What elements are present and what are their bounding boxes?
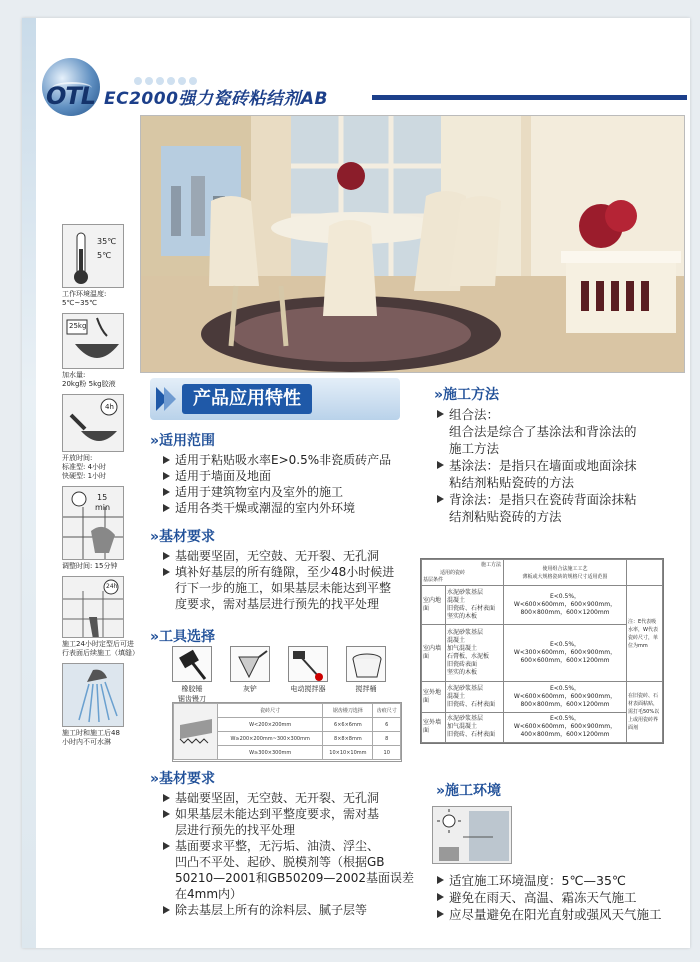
spec-header: 瓷砖尺寸 xyxy=(218,704,323,718)
scope-heading-text: 适用范围 xyxy=(159,433,216,449)
spec-cell: 10 xyxy=(373,746,401,760)
matrix-head-method: 施工方法 xyxy=(480,562,501,568)
matrix-base: 水泥砂浆基层 加气混凝土 旧瓷砖、石材表面 xyxy=(446,712,504,742)
list-item: 应尽量避免在阳光直射或强风天气施工 xyxy=(436,906,686,923)
substrate-heading-text: 基材要求 xyxy=(159,529,216,545)
temp-high: 35℃ xyxy=(97,237,117,246)
section-title: 产品应用特性 xyxy=(182,384,312,414)
list-item: 适用于建筑物室内及室外的施工 xyxy=(162,484,422,500)
page-header xyxy=(42,58,687,118)
list-item: 避免在雨天、高温、霜冻天气施工 xyxy=(436,889,686,906)
adjust-time-icon xyxy=(62,486,124,560)
mixing-bucket-icon xyxy=(346,646,386,682)
side-strip xyxy=(22,18,36,948)
matrix-spec: E<0.5%， W<600×600mm，600×900mm， 800×800mm，600×1200mm xyxy=(504,586,627,625)
matrix-spec: E<0.5%， W<300×600mm，600×900mm， 600×600mm，600×1200mm xyxy=(504,625,627,682)
matrix-note: 在旧瓷砖、石材表面粘贴，需打毛50%以上或用瓷砖界面剂 xyxy=(627,682,663,743)
spec-cell: 6×6×6mm xyxy=(323,718,373,732)
scope-heading: »适用范围 xyxy=(150,433,216,449)
table-row xyxy=(422,712,663,742)
substrate-list xyxy=(162,548,422,612)
list-item: 基面要求平整，无污垢、油渍、浮尘、 xyxy=(162,838,432,854)
matrix-spec: E<0.5%， W<600×600mm，600×900mm， 800×800mm，600×1200mm xyxy=(504,682,627,712)
matrix-area: 室内地面 xyxy=(422,586,446,625)
table-row xyxy=(422,625,663,682)
section-banner xyxy=(150,378,400,420)
matrix-note: 注：E代表吸水率，W代表瓷砖尺寸，单位为mm xyxy=(627,586,663,682)
scope-list xyxy=(162,452,422,516)
list-item: 如果基层未能达到平整度要求，需对基 xyxy=(162,806,432,822)
brand-logo: OTL xyxy=(46,82,96,110)
method-list xyxy=(436,406,686,525)
list-item: 适用各类干燥或潮湿的室内外环境 xyxy=(162,500,422,516)
matrix-spec: E<0.5%， W<600×600mm，600×900mm， 400×800mm，600×1200mm xyxy=(504,712,627,742)
matrix-area: 室内墙面 xyxy=(422,625,446,682)
env-heading-text: 施工环境 xyxy=(445,783,502,799)
notched-trowel-icon xyxy=(174,704,218,760)
env-list xyxy=(436,872,686,923)
list-item: 适用于墙面及地面 xyxy=(162,468,422,484)
list-item: 基础要坚固，无空鼓、无开裂、无孔洞 xyxy=(162,790,432,806)
sun-wind-icon xyxy=(432,806,512,864)
table-row xyxy=(422,682,663,712)
bag-weight: 25kg xyxy=(69,322,87,330)
spec-cell: 10×10×10mm xyxy=(323,746,373,760)
brochure-page xyxy=(22,18,690,948)
list-item: 适用于粘贴吸水率E>0.5%非瓷质砖产品 xyxy=(162,452,422,468)
adjust-minutes: 15 xyxy=(97,493,108,502)
matrix-corner xyxy=(422,560,504,586)
matrix-head-tile: 适用的瓷砖 xyxy=(440,570,466,576)
tool-label: 橡胶锤 锯齿镘刀 xyxy=(178,685,206,703)
list-item: 填补好基层的所有缝隙，至少48小时候进 xyxy=(162,564,422,580)
list-item: 在4mm内） xyxy=(175,887,243,901)
substrate2-heading-text: 基材要求 xyxy=(159,771,216,787)
temperature-caption: 工作环境温度: 5℃~35℃ xyxy=(62,290,107,307)
table-row xyxy=(422,560,663,586)
list-item: 50210—2001和GB50209—2002基面误差 xyxy=(175,871,414,885)
list-item: 行下一步的施工，如果基层未能达到平整 xyxy=(175,581,392,595)
list-item: 背涂法：是指只在瓷砖背面涂抹粘 xyxy=(436,491,686,508)
decorative-dots xyxy=(134,70,214,82)
temp-low: 5℃ xyxy=(97,251,112,260)
method-heading-text: 施工方法 xyxy=(443,387,500,403)
tool-label: 灰铲 xyxy=(243,685,257,693)
page-title: EC2000强力瓷砖粘结剂AB xyxy=(104,89,329,109)
title-rule xyxy=(372,95,687,100)
list-item: 适宜施工环境温度：5℃—35℃ xyxy=(436,872,686,889)
rubber-hammer-icon xyxy=(172,646,212,682)
banner-arrow-icon xyxy=(154,385,178,413)
list-item: 组合法： xyxy=(436,406,686,423)
open-time-icon xyxy=(62,394,124,452)
list-item: 结剂粘贴瓷砖的方法 xyxy=(449,509,562,524)
spec-cell: W≥200×200mm~300×300mm xyxy=(218,732,323,746)
spec-cell: W≥300×300mm xyxy=(218,746,323,760)
no-water-caption: 施工时和施工后48 小时内不可水淋 xyxy=(62,729,120,746)
list-item: 粘结剂粘贴瓷砖的方法 xyxy=(449,475,575,490)
list-item: 施工方法 xyxy=(449,441,500,456)
set-time-icon xyxy=(62,576,124,638)
spec-cell: 8×8×8mm xyxy=(323,732,373,746)
method-heading: »施工方法 xyxy=(434,387,500,403)
set-hours: 24h xyxy=(106,583,118,590)
substrate2-heading: »基材要求 xyxy=(150,771,216,787)
mixing-caption: 加水量: 20kg粉 5kg胶液 xyxy=(62,371,116,388)
spec-header: 齿痕尺寸 xyxy=(373,704,401,718)
spec-cell: W<200×200mm xyxy=(218,718,323,732)
table-row xyxy=(422,586,663,625)
trowel-spec-table xyxy=(172,702,402,762)
electric-mixer-icon xyxy=(288,646,328,682)
matrix-head-spec: 使用组合法施工工艺 薄板或大规格瓷砖的规格尺寸适用范围 xyxy=(504,560,627,586)
dining-room-photo xyxy=(140,115,685,373)
matrix-base: 水泥砂浆基层 混凝土 旧瓷砖、石材表面 坚实的木板 xyxy=(446,586,504,625)
list-item: 组合法是综合了基涂法和背涂法的 xyxy=(449,424,637,439)
list-item: 层进行预先的找平处理 xyxy=(175,823,296,837)
list-item: 度要求，需对基层进行预先的找平处理 xyxy=(175,597,380,611)
open-hours: 4h xyxy=(105,403,114,411)
spec-cell: 6 xyxy=(373,718,401,732)
mixing-icon xyxy=(62,313,124,369)
list-item: 基涂法：是指只在墙面或地面涂抹 xyxy=(436,457,686,474)
open-time-caption: 开放时间: 标准型: 4小时 快硬型: 1小时 xyxy=(62,454,107,480)
spec-cell: 8 xyxy=(373,732,401,746)
spec-header: 锯齿镘刀选择 xyxy=(323,704,373,718)
tools-heading-text: 工具选择 xyxy=(159,629,216,645)
list-item: 凹凸不平处、起砂、脱模剂等（根据GB xyxy=(175,855,385,869)
matrix-head-base: 基层条件 xyxy=(423,577,444,583)
list-item: 除去基层上所有的涂料层、腻子层等 xyxy=(162,902,432,918)
temperature-icon xyxy=(62,224,124,288)
no-water-icon xyxy=(62,663,124,727)
adjust-time-caption: 调整时间: 15分钟 xyxy=(62,562,118,570)
tools-heading: »工具选择 xyxy=(150,629,216,645)
list-item: 基础要坚固，无空鼓、无开裂、无孔洞 xyxy=(162,548,422,564)
property-icons xyxy=(62,224,142,752)
substrate2-list xyxy=(162,790,432,918)
matrix-area: 室外地面 xyxy=(422,682,446,712)
matrix-area: 室外墙面 xyxy=(422,712,446,742)
substrate-heading: »基材要求 xyxy=(150,529,216,545)
env-heading: »施工环境 xyxy=(436,783,502,799)
adjust-unit: min xyxy=(95,503,111,512)
matrix-base: 水泥砂浆基层 混凝土 旧瓷砖、石材表面 xyxy=(446,682,504,712)
matrix-base: 水泥砂浆基层 混凝土 加气混凝土 石膏板、水泥板 旧瓷砖表面 坚实的木板 xyxy=(446,625,504,682)
application-matrix xyxy=(420,558,664,744)
tool-label: 搅拌桶 xyxy=(355,685,377,693)
set-time-caption: 施工24小时定型后可进 行表面后续施工（填缝） xyxy=(62,640,139,657)
trowel-icon xyxy=(230,646,270,682)
matrix-head-note xyxy=(627,560,663,586)
tool-label: 电动搅拌器 xyxy=(290,685,326,693)
